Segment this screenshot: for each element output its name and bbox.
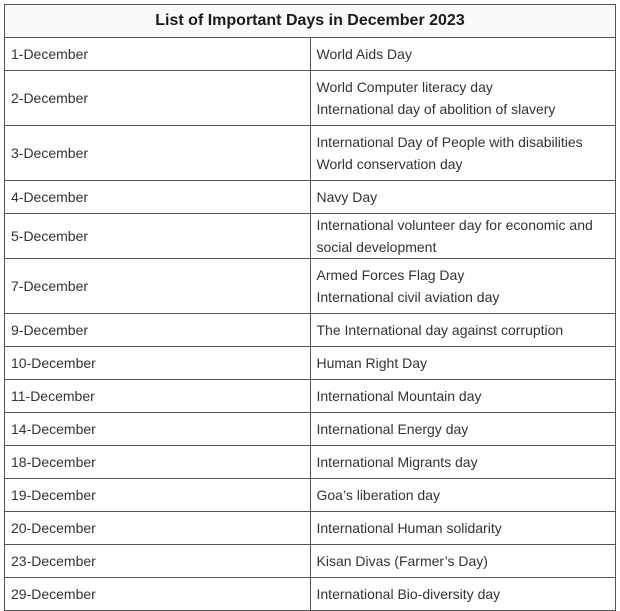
- date-cell: 2-December: [5, 71, 311, 126]
- table-row: [5, 126, 616, 181]
- events-cell: [310, 214, 616, 259]
- events-cell: [310, 578, 616, 611]
- table-body: [5, 38, 616, 611]
- important-days-table-container: [4, 4, 616, 611]
- event-label: International Human solidarity: [316, 520, 502, 536]
- table-row: [5, 479, 616, 512]
- event-label: International Migrants day: [316, 454, 478, 470]
- table-title: List of Important Days in December 2023: [5, 5, 616, 38]
- event-label: International volunteer day for economic and social development: [316, 217, 593, 255]
- event-label: International day of abolition of slavery: [316, 101, 556, 117]
- event-label: Armed Forces Flag Day: [316, 267, 465, 283]
- date-cell: 3-December: [5, 126, 311, 181]
- date-cell: 11-December: [5, 380, 311, 413]
- date-cell: 10-December: [5, 347, 311, 380]
- events-cell: [310, 71, 616, 126]
- date-cell: 18-December: [5, 446, 311, 479]
- events-cell: [310, 545, 616, 578]
- table-row: [5, 347, 616, 380]
- date-cell: 5-December: [5, 214, 311, 259]
- table-row: [5, 545, 616, 578]
- event-label: International Mountain day: [316, 388, 482, 404]
- table-row: [5, 512, 616, 545]
- event-label: International Energy day: [316, 421, 469, 437]
- date-cell: 1-December: [5, 38, 311, 71]
- events-cell: [310, 479, 616, 512]
- event-label: Human Right Day: [316, 355, 427, 371]
- table-row: [5, 38, 616, 71]
- table-row: [5, 181, 616, 214]
- events-cell: [310, 314, 616, 347]
- event-label: International Day of People with disabilities: [316, 134, 583, 150]
- events-cell: [310, 446, 616, 479]
- table-row: [5, 446, 616, 479]
- date-cell: 19-December: [5, 479, 311, 512]
- event-label: Goa’s liberation day: [316, 487, 440, 503]
- table-row: [5, 314, 616, 347]
- date-cell: 7-December: [5, 259, 311, 314]
- table-row: [5, 413, 616, 446]
- events-cell: [310, 512, 616, 545]
- event-label: World conservation day: [316, 156, 463, 172]
- events-cell: [310, 347, 616, 380]
- events-cell: [310, 259, 616, 314]
- date-cell: 23-December: [5, 545, 311, 578]
- events-cell: [310, 380, 616, 413]
- table-row: [5, 380, 616, 413]
- events-cell: [310, 413, 616, 446]
- date-cell: 29-December: [5, 578, 311, 611]
- date-cell: 14-December: [5, 413, 311, 446]
- events-cell: [310, 181, 616, 214]
- date-cell: 9-December: [5, 314, 311, 347]
- table-row: [5, 578, 616, 611]
- table-title-row: [5, 5, 616, 38]
- event-label: Kisan Divas (Farmer’s Day): [316, 553, 488, 569]
- date-cell: 20-December: [5, 512, 311, 545]
- event-label: The International day against corruption: [316, 322, 564, 338]
- events-cell: [310, 38, 616, 71]
- table-row: [5, 259, 616, 314]
- event-label: Navy Day: [316, 189, 378, 205]
- event-label: World Computer literacy day: [316, 79, 493, 95]
- events-cell: [310, 126, 616, 181]
- date-cell: 4-December: [5, 181, 311, 214]
- table-row: [5, 214, 616, 259]
- important-days-table: [4, 4, 616, 611]
- event-label: International civil aviation day: [316, 289, 500, 305]
- table-row: [5, 71, 616, 126]
- event-label: World Aids Day: [316, 46, 412, 62]
- event-label: International Bio-diversity day: [316, 586, 501, 602]
